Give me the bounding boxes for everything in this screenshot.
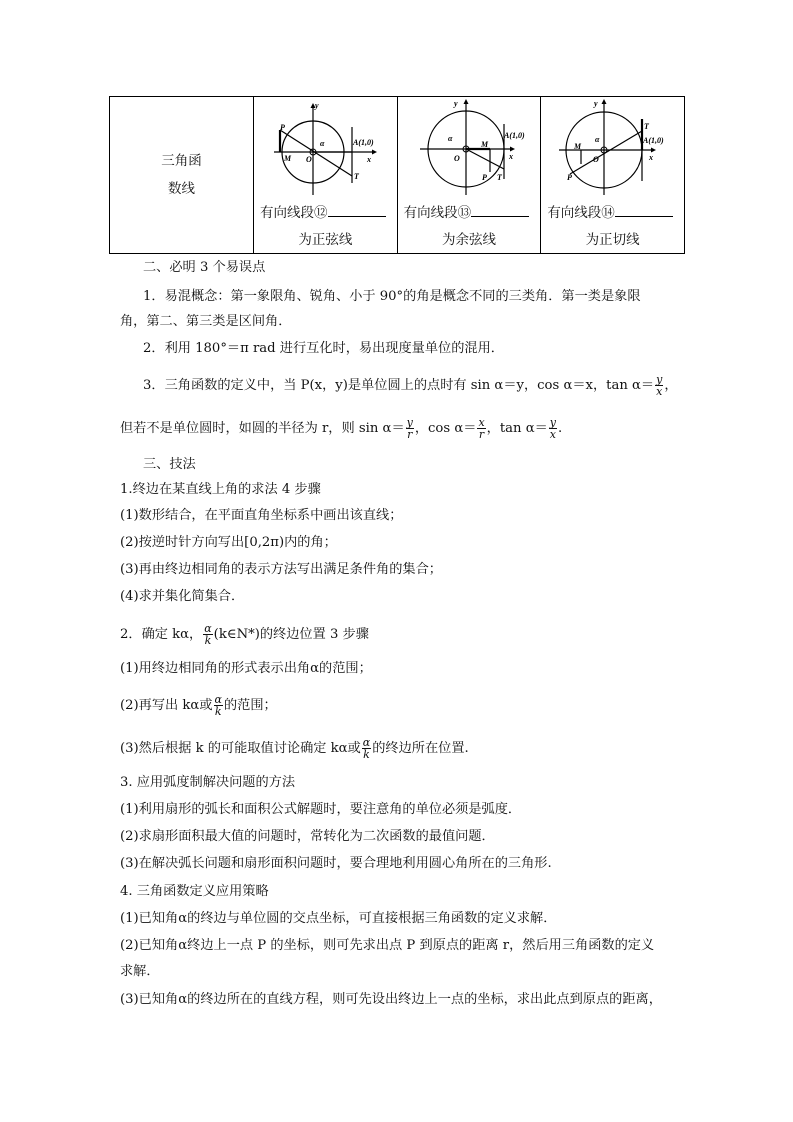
label-x: x bbox=[649, 153, 654, 162]
label-alpha: α bbox=[320, 139, 325, 148]
s3-h3: 3. 应用弧度制解决问题的方法 bbox=[120, 775, 296, 790]
s3-h4-item3: (3)已知角α的终边所在的直线方程，则可先设出终边上一点的坐标，求出此点到原点的距离， bbox=[120, 992, 662, 1007]
label-p: P bbox=[280, 123, 285, 132]
row-label-line2: 数线 bbox=[168, 181, 195, 197]
label-m: M bbox=[480, 140, 488, 149]
fraction-y-over-x bbox=[549, 417, 557, 440]
tangent-caption bbox=[547, 201, 673, 221]
label-a: A(1,0) bbox=[503, 131, 525, 140]
tangent-line-diagram bbox=[541, 99, 683, 199]
tangent-caption-text: 有向线段⑭ bbox=[547, 205, 615, 221]
fraction-alpha-over-k bbox=[214, 694, 223, 717]
s3-h2 bbox=[120, 623, 369, 646]
label-t: T bbox=[644, 122, 650, 131]
cosine-caption bbox=[404, 201, 530, 221]
row-label-line1: 三角函 bbox=[161, 153, 202, 169]
s3-h3-item1: (1)利用扇形的弧长和面积公式解题时，要注意角的单位必须是弧度． bbox=[120, 802, 522, 817]
tangent-line-cell bbox=[541, 97, 685, 254]
label-alpha: α bbox=[595, 135, 600, 144]
fraction-y-over-x bbox=[655, 374, 663, 397]
cosine-line-diagram bbox=[398, 99, 540, 199]
s2-p3-text: 3．三角函数的定义中，当 P(x，y)是单位圆上的点时有 sin α＝y，cos α＝x，tan α＝ bbox=[143, 378, 655, 393]
section2-heading: 二、必明 3 个易误点 bbox=[143, 260, 266, 275]
cosine-caption-text: 有向线段⑬ bbox=[403, 205, 472, 221]
label-o: O bbox=[593, 155, 600, 164]
label-a: A(1,0) bbox=[643, 136, 664, 145]
s3-h1: 1.终边在某直线上角的求法 4 步骤 bbox=[120, 482, 321, 497]
blank-line bbox=[471, 204, 529, 217]
s3-h3-item2: (2)求扇形面积最大值的问题时，常转化为二次函数的最值问题． bbox=[120, 829, 495, 844]
sine-caption-text: 有向线段⑫ bbox=[260, 205, 328, 221]
s3-h3-item3: (3)在解决弧长问题和扇形面积问题时，要合理地利用圆心角所在的三角形. bbox=[120, 856, 552, 871]
denominator: r bbox=[407, 428, 413, 441]
label-p: P bbox=[567, 173, 573, 182]
trig-line-table bbox=[109, 96, 685, 254]
label-o: O bbox=[306, 155, 312, 164]
denominator: x bbox=[656, 385, 663, 398]
s3-h4-item2-line1: (2)已知角α终边上一点 P 的坐标，则可先求出点 P 到原点的距离 r，然后用三角函数的定义 bbox=[120, 938, 655, 953]
s3-h4-item2-line2: 求解． bbox=[120, 964, 160, 979]
label-m: M bbox=[574, 142, 582, 151]
s3-h2-item2-a: (2)再写出 kα或 bbox=[120, 698, 213, 713]
label-o: O bbox=[453, 154, 460, 163]
s3-h1-item4: (4)求并集化简集合． bbox=[120, 589, 245, 604]
s3-h1-item2: (2)按逆时针方向写出[0,2π)内的角； bbox=[120, 535, 337, 550]
s2-p2: 2．利用 180°＝π rad 进行互化时，易出现度量单位的混用． bbox=[143, 341, 504, 356]
numerator: y bbox=[549, 416, 557, 429]
sine-line-diagram bbox=[254, 99, 396, 199]
label-alpha: α bbox=[447, 134, 453, 143]
cosine-line-cell bbox=[397, 97, 541, 254]
denominator: x bbox=[549, 428, 557, 441]
numerator: x bbox=[478, 416, 485, 429]
s3-h2-item3-a: (3)然后根据 k 的可能取值讨论确定 kα或 bbox=[120, 741, 361, 756]
sine-caption-2: 为正弦线 bbox=[298, 232, 353, 248]
fraction-x-over-r bbox=[477, 417, 485, 440]
fraction-y-over-r bbox=[406, 417, 414, 440]
denominator: k bbox=[363, 748, 370, 761]
s3-h2-item1: (1)用终边相同角的形式表示出角α的范围； bbox=[120, 661, 372, 676]
label-x: x bbox=[367, 155, 371, 164]
s3-h2-item3 bbox=[120, 737, 469, 760]
label-p: P bbox=[481, 173, 487, 182]
s2-p3-line2: 但若不是单位圆时，如圆的半径为 r，则 sin α＝ $\frac{y}{r}$ ，cos α＝ $\frac{x}{r}$ ，tan α＝ $\frac{y}{x}$ . bbox=[120, 416, 563, 441]
s3-h2-item2-b: 的范围； bbox=[223, 698, 277, 713]
numerator: α bbox=[204, 622, 212, 635]
s2-p3-line1: 3．三角函数的定义中，当 P(x，y)是单位圆上的点时有 sin α＝y，cos α＝x，tan α＝ $\frac{y}{x}$ ， bbox=[143, 373, 678, 398]
s3-h2-text-a: 2．确定 kα， bbox=[120, 627, 203, 642]
numerator: y bbox=[656, 373, 663, 386]
numerator: α bbox=[214, 693, 222, 706]
label-t: T bbox=[496, 173, 502, 182]
sine-line-cell bbox=[254, 97, 398, 254]
numerator: y bbox=[406, 416, 413, 429]
s3-h4: 4. 三角函数定义应用策略 bbox=[120, 884, 269, 899]
fraction-alpha-over-k bbox=[362, 737, 371, 760]
row-label-cell bbox=[110, 97, 254, 254]
sine-caption bbox=[260, 201, 386, 221]
label-y: y bbox=[453, 99, 458, 108]
fraction-alpha-over-k bbox=[203, 623, 212, 646]
denominator: r bbox=[478, 428, 485, 441]
s3-h1-item1: (1)数形结合，在平面直角坐标系中画出该直线； bbox=[120, 508, 403, 523]
s2-p3-text-b: 但若不是单位圆时，如圆的半径为 r，则 sin α＝ bbox=[120, 421, 405, 436]
blank-line bbox=[615, 204, 673, 217]
section3-heading: 三、技法 bbox=[143, 457, 196, 472]
denominator: k bbox=[204, 634, 212, 647]
s3-h2-item2 bbox=[120, 694, 277, 717]
s2-p3-text-d: ，tan α＝ bbox=[486, 421, 548, 436]
blank-line bbox=[328, 204, 386, 217]
s3-h2-text-b: (k∈N*)的终边位置 3 步骤 bbox=[213, 627, 369, 642]
cosine-caption-2: 为余弦线 bbox=[441, 232, 496, 248]
label-y: y bbox=[594, 99, 598, 108]
s3-h2-item3-b: 的终边所在位置. bbox=[372, 741, 469, 756]
label-a: A(1,0) bbox=[353, 138, 374, 147]
label-t: T bbox=[354, 172, 359, 181]
s2-p3-text-c: ，cos α＝ bbox=[414, 421, 477, 436]
s2-p1-line1: 1．易混概念：第一象限角、锐角、小于 90°的角是概念不同的三类角．第一类是象限 bbox=[143, 289, 641, 304]
denominator: k bbox=[214, 705, 222, 718]
label-m: M bbox=[284, 154, 292, 163]
s2-p1-line2: 角，第二、第三类是区间角． bbox=[120, 314, 292, 329]
tangent-caption-2: 为正切线 bbox=[585, 232, 640, 248]
s3-h1-item3: (3)再由终边相同角的表示方法写出满足条件角的集合； bbox=[120, 562, 442, 577]
s3-h4-item1: (1)已知角α的终边与单位圆的交点坐标，可直接根据三角函数的定义求解． bbox=[120, 911, 557, 926]
numerator: α bbox=[362, 736, 371, 749]
label-x: x bbox=[508, 152, 513, 161]
label-y: y bbox=[315, 101, 319, 110]
